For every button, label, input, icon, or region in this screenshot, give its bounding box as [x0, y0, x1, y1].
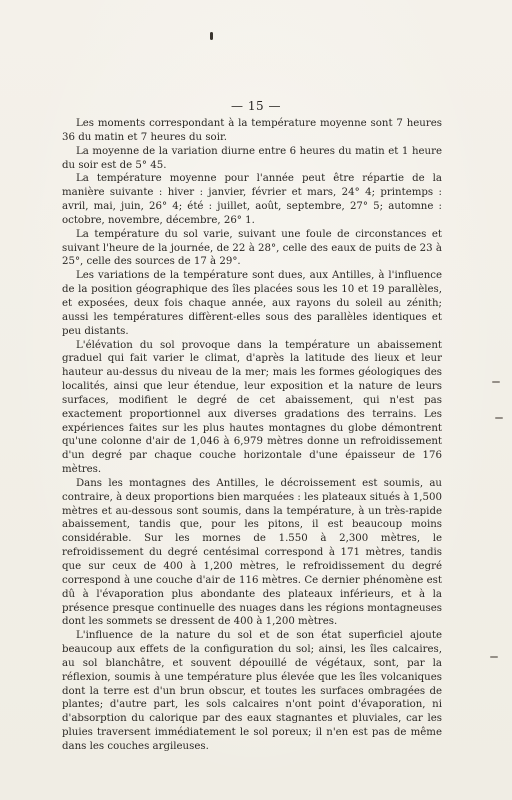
paragraph-4: La température du sol varie, suivant une foule de circonstances et suivant l'heure de la journée, de 22 à 28°, celle des eaux de puits de 23 à 25°, celle des sources de 17 à 29°. — [62, 228, 442, 268]
paragraph-8: L'influence de la nature du sol et de son état superficiel ajoute beaucoup aux effets de la configuration du sol; ainsi, les îles calcaires, au sol blanchâtre, et souvent dépouillé de végétaux, sont, par la réflexion, soumis à une température plus élevée que les îles volcaniques dont la terre est d'un brun obscur, et toutes les surfaces ombragées de plantes; d'autre part, les sols calcaires n'ont point d'évaporation, ni d'absorption du calorique par des eaux stagnantes et pluviales, car les pluies traversent immédiatement le sol poreux; il n'en est pas de même dans les couches argileuses. — [62, 630, 442, 752]
paragraph-2: La moyenne de la variation diurne entre 6 heures du matin et 1 heure du soir est de 5° 45. — [62, 145, 442, 171]
margin-mark — [490, 656, 498, 658]
paragraph-1: Les moments correspondant à la température moyenne sont 7 heures 36 du matin et 7 heures du soir. — [62, 118, 442, 143]
page-number: — 15 — — [231, 99, 281, 113]
page-body — [62, 117, 442, 754]
margin-mark — [492, 381, 500, 383]
ink-speck — [210, 32, 213, 40]
paragraph-7: Dans les montagnes des Antilles, le décroissement est soumis, au contraire, à deux proportions bien marquées : les plateaux situés à 1,500 mètres et au-dessous sont soumis, dans la température, à un très-rapide abaissement, tandis que, pour les pitons, il est beaucoup moins considérable. Sur les mornes de 1.550 à 2,300 mètres, le refroidissement du degré centésimal correspond à 171 mètres, tandis que sur ceux de 400 à 1,200 mètres, le refroidissement du degré correspond à une couche d'air de 116 mètres. Ce dernier phénomène est dû à l'évaporation plus abondante des plateaux inférieurs, et à la présence presque continuelle des nuages dans les régions montagneuses dont les sommets se dressent de 400 à 1,200 mètres. — [62, 477, 442, 628]
paragraph-6: L'élévation du sol provoque dans la température un abaissement graduel qui fait varier le climat, d'après la latitude des lieux et leur hauteur au-dessus du niveau de la mer; mais les formes géologiques des localités, ainsi que leur étendue, leur exposition et la nature de leurs surfaces, modifient le degré de cet abaissement, qui n'est pas exactement proportionnel aux diverses gradations des terrains. Les expériences faites sur les plus hautes montagnes du globe démontrent qu'une colonne d'air de 1,046 à 6,979 mètres donne un refroidissement d'un degré par chaque couche horizontale d'une épaisseur de 176 mètres. — [62, 339, 442, 476]
margin-mark — [495, 417, 503, 419]
paragraph-5: Les variations de la température sont dues, aux Antilles, à l'influence de la position géographique des îles placées sous les 10 et 19 parallèles, et exposées, deux fois chaque année, aux rayons du soleil au zénith; aussi les températures diffèrent-elles sous des parallèles identiques et peu distants. — [62, 270, 442, 337]
paragraph-3: La température moyenne pour l'année peut être répartie de la manière suivante : hiver : janvier, février et mars, 24° 4; printemps : avril, mai, juin, 26° 4; été : juillet, août, septembre, 27° 5; automne : octobre, novembre, décembre, 26° 1. — [62, 173, 442, 226]
